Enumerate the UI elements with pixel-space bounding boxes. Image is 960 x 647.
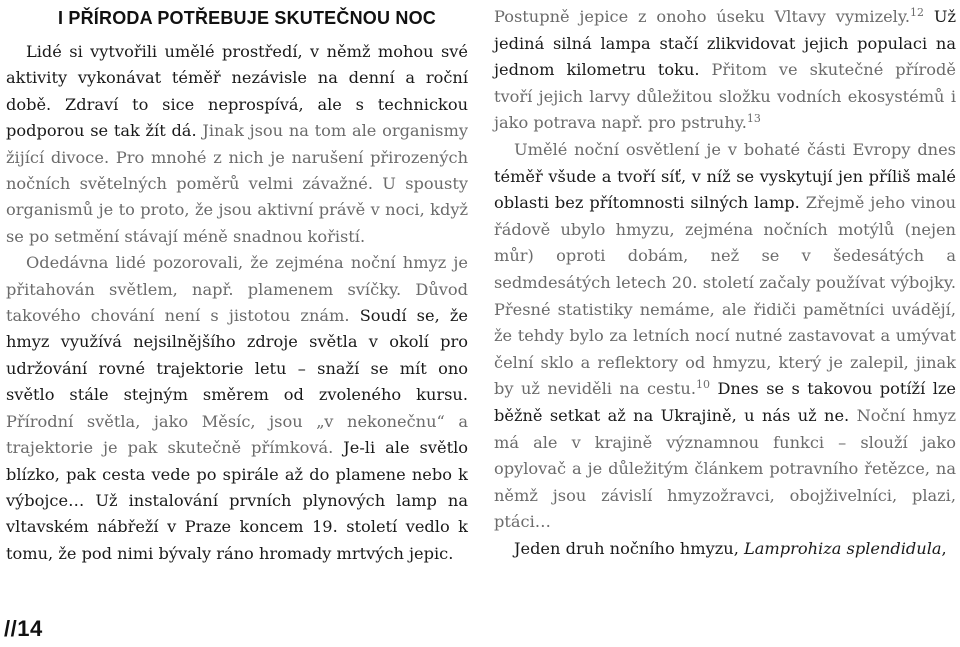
text-segment: Odedávna lidé pozorovali, že zejména noční hmyz je přitahován světlem, např. plamenem svíčky. [6,253,468,299]
text-segment: Přitom ve skutečné přírodě tvoří jejich larvy důležitou složku vodních ekosystémů i jako potrava např. pro pstruhy. [494,60,956,133]
species-name: Lamprohiza splendidula [744,538,942,558]
right-paragraph-3 [494,536,956,563]
text-segment: Je-li ale světlo blízko, pak cesta vede po spirále až do plamene nebo k výbojce… Už instalování prvních plynových lamp na vltavském nábřeží v Praze koncem 19. století vedlo k tomu, že pod nimi bývaly ráno hromady mrtvých jepic. [6,438,469,563]
text-segment: Důvod takového chování není s jistotou znám. [6,279,468,326]
right-paragraph-2 [494,137,956,536]
right-paragraph-1 [494,4,956,137]
footnote-ref: 13 [746,112,761,126]
text-segment: téměř všude a tvoří síť, v níž se vyskytují jen příliš malé oblasti bez přítomnosti silných lamp. [494,166,956,213]
text-segment: Umělé noční osvětlení je v bohaté části Evropy dnes [514,139,956,159]
text-segment: Lidé si vytvořili umělé prostředí, v němž mohou své aktivity vykonávat téměř nezávisle na denní a roční době. Zdraví to sice neprospívá, ale s technickou podporou se tak žít dá. [6,42,468,141]
text-segment: Postupně jepice z onoho úseku Vltavy vymizely. [494,7,910,26]
text-segment: Dnes se s takovou potíží lze běžně setkat až na Ukrajině, u nás už ne. [494,379,956,425]
footnote-ref: 12 [910,6,924,19]
left-column [6,0,468,567]
right-column [494,0,956,562]
text-segment: Noční hmyz má ale v krajině významnou funkci – slouží jako opylovač a je důležitým článkem potravního řetězce, na němž jsou závislí hmyzožravci, obojživelníci, plazi, ptáci… [494,405,956,532]
text-segment: , [941,538,947,558]
article-title: I PŘÍRODA POTŘEBUJE SKUTEČNOU NOC [58,8,436,28]
text-segment: Jeden druh nočního hmyzu, [514,538,745,558]
footnote-ref: 10 [696,378,710,392]
text-segment: Přesné statistiky nemáme, ale řidiči pamětníci uvádějí, že tehdy bylo za letních nocí nutné zastavovat a umývat čelní sklo a reflektory od hmyzu, který je zalepil, jinak by už neviděli na cestu. [494,299,956,399]
text-segment: Pro mnohé z nich je narušení přirozených nočních světelných poměrů velmi závažné. [6,147,468,194]
page-number: //14 [4,616,43,641]
left-paragraph-1 [6,39,468,250]
text-segment: Jinak jsou na tom ale organismy žijící divoce. [6,121,468,167]
text-segment: Už jediná silná lampa stačí zlikvidovat jejich populaci na jednom kilometru toku. [494,7,956,80]
text-segment: U spousty organismů je to proto, že jsou aktivní právě v noci, když se po setmění stávají méně snadnou kořistí. [6,174,468,246]
left-paragraph-2 [6,250,468,567]
text-segment: Zřejmě jeho vinou řádově ubylo hmyzu, zejména nočních motýlů (nejen můr) oproti dobám, než se v šedesátých a sedmdesátých letech 20. století začaly používat výbojky. [494,193,956,292]
text-segment: Soudí se, že hmyz využívá nejsilnějšího zdroje světla v okolí pro udržování rovné trajektorie letu – snaží se mít ono světlo stále stejným směrem od zvoleného kursu. [6,306,468,405]
text-segment: Přírodní světla, jako Měsíc, jsou „v nekonečnu“ a trajektorie je pak skutečně přímková. [6,411,468,458]
